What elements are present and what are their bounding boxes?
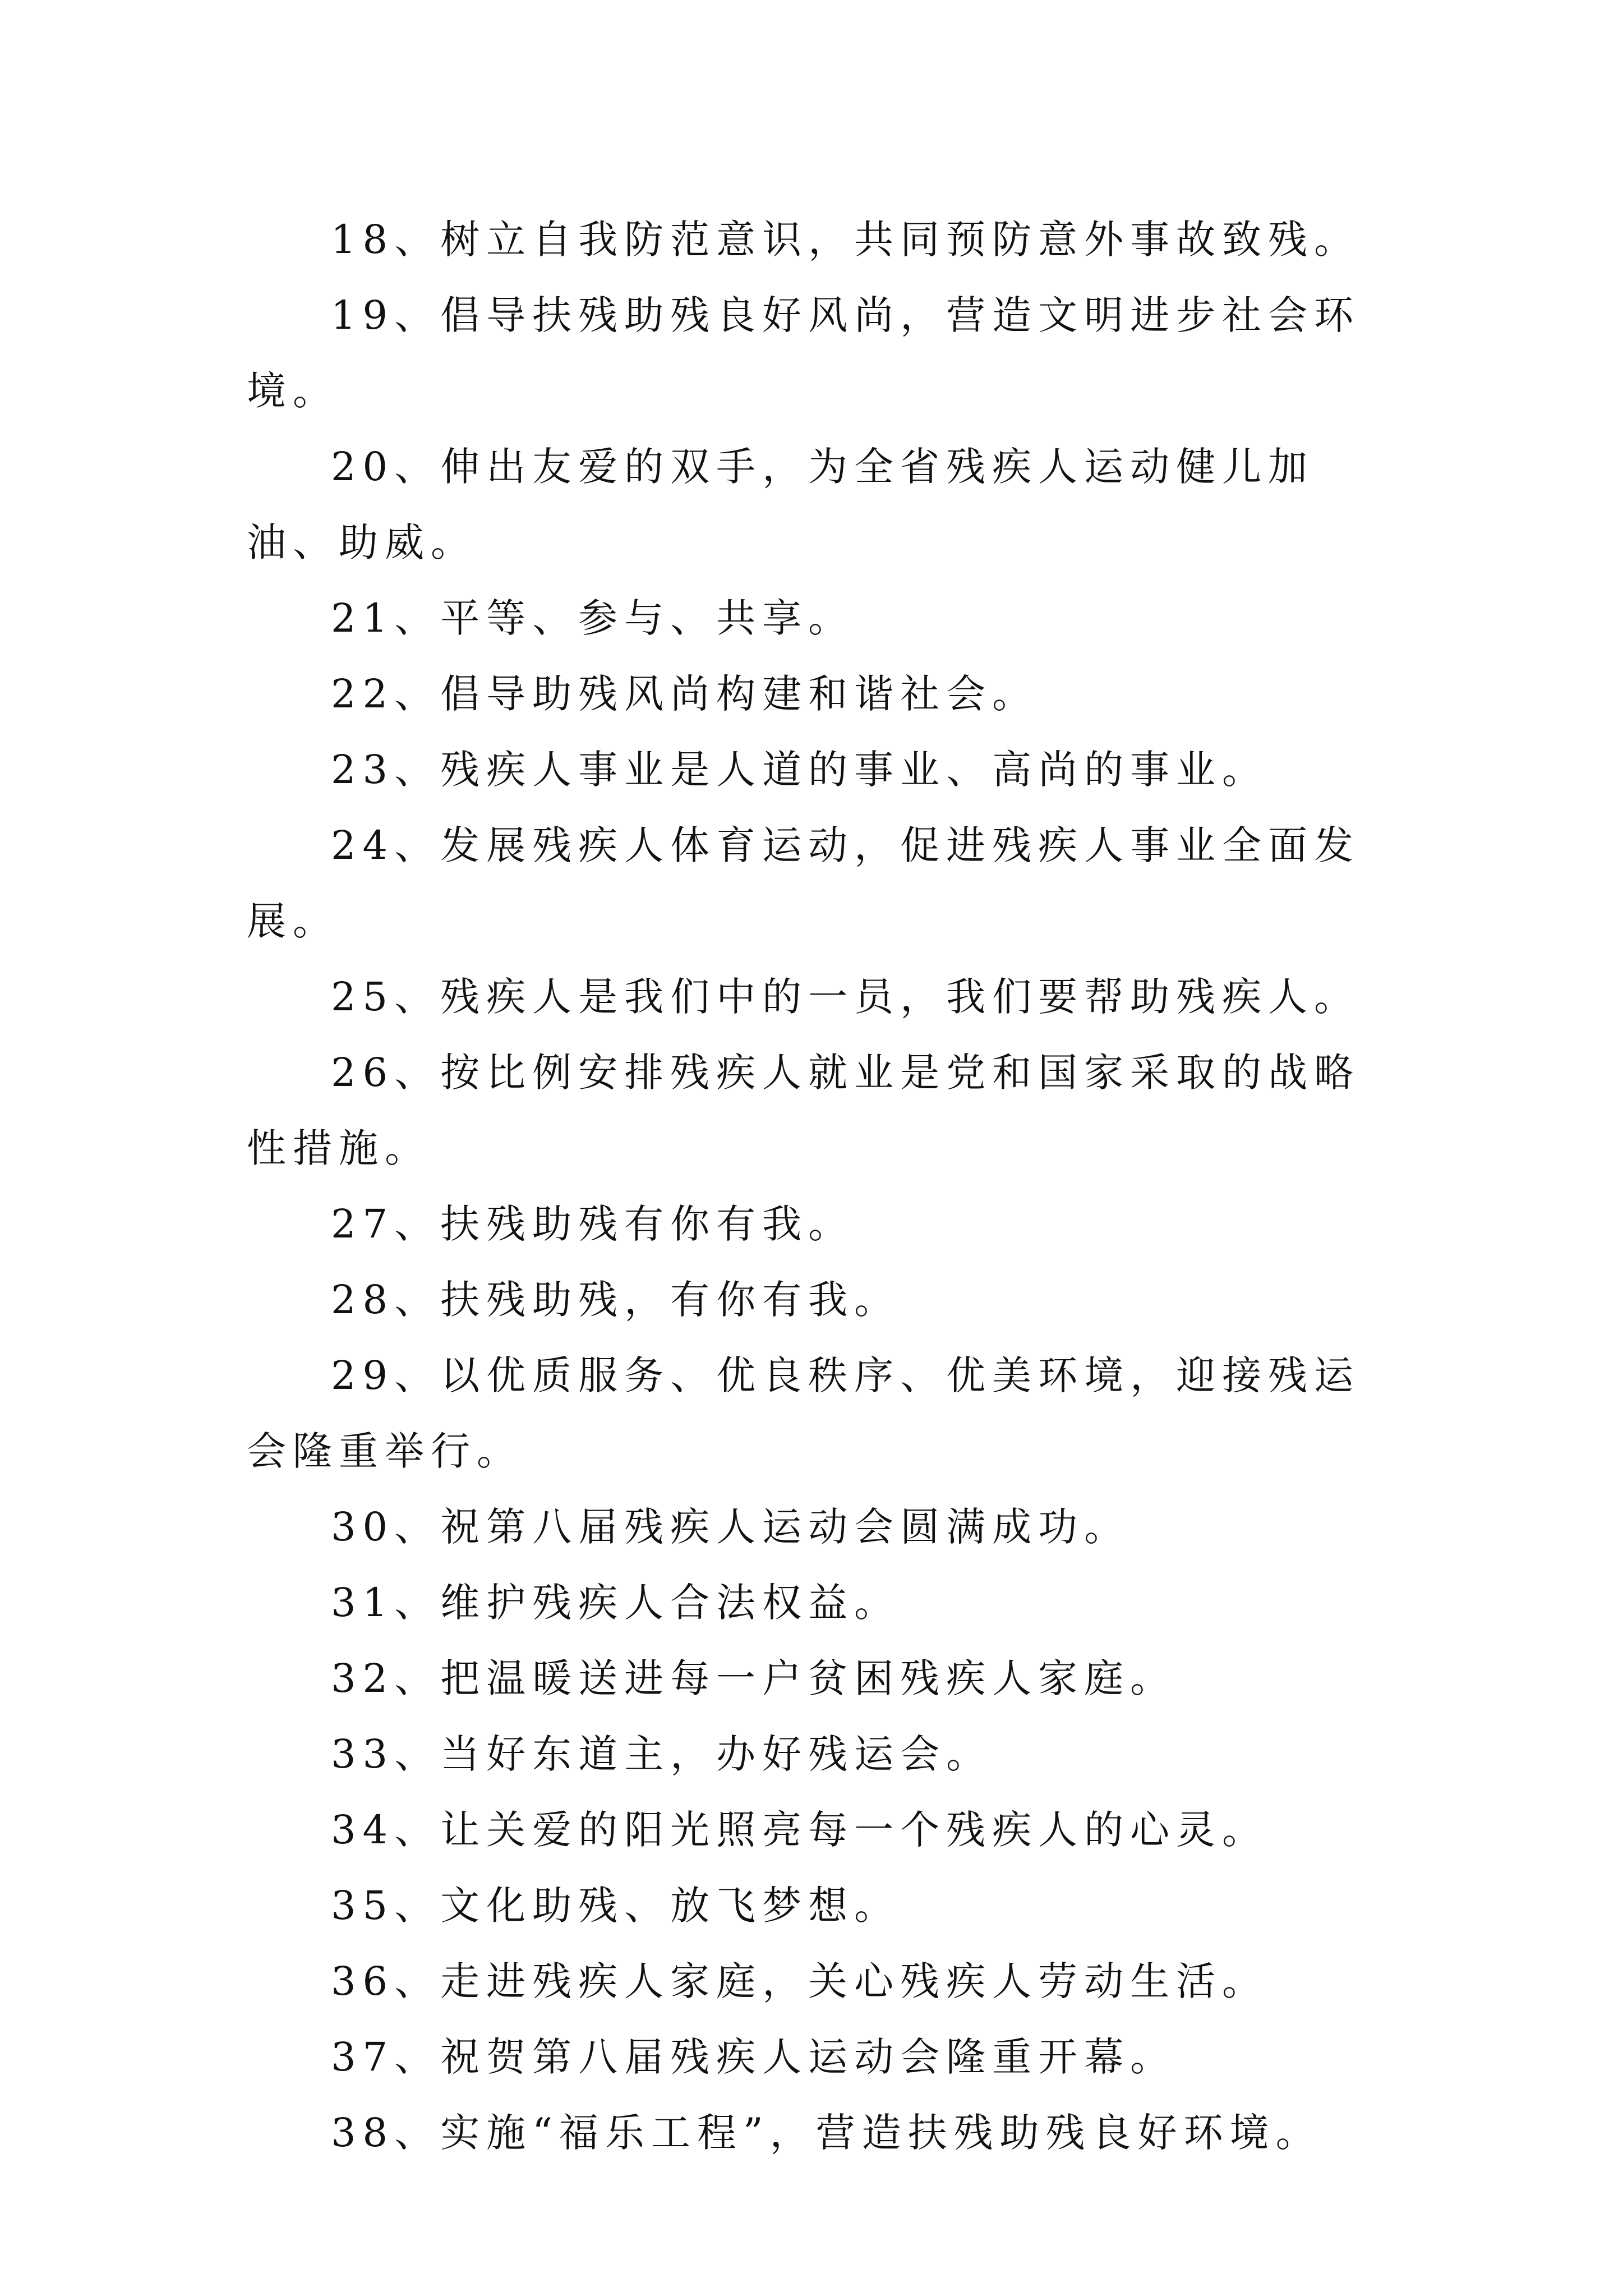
list-item: 19、倡导扶残助残良好风尚，营造文明进步社会环境。 xyxy=(247,292,1361,414)
list-item: 33、当好东道主，办好残运会。 xyxy=(331,1731,993,1777)
list-item: 37、祝贺第八届残疾人运动会隆重开幕。 xyxy=(331,2034,1177,2080)
list-item: 25、残疾人是我们中的一员，我们要帮助残疾人。 xyxy=(331,974,1361,1020)
list-item: 28、扶残助残，有你有我。 xyxy=(331,1277,901,1323)
list-item: 21、平等、参与、共享。 xyxy=(331,595,855,641)
list-item: 22、倡导助残风尚构建和谐社会。 xyxy=(331,671,1039,717)
list-item: 35、文化助残、放飞梦想。 xyxy=(331,1883,901,1929)
list-item: 27、扶残助残有你有我。 xyxy=(331,1201,855,1247)
list-item: 18、树立自我防范意识，共同预防意外事故致残。 xyxy=(331,217,1361,263)
list-item: 20、伸出友爱的双手，为全省残疾人运动健儿加油、助威。 xyxy=(247,444,1315,565)
list-item: 23、残疾人事业是人道的事业、高尚的事业。 xyxy=(331,747,1269,793)
list-item: 24、发展残疾人体育运动，促进残疾人事业全面发展。 xyxy=(247,822,1361,944)
list-item: 34、让关爱的阳光照亮每一个残疾人的心灵。 xyxy=(331,1807,1269,1853)
slogan-list xyxy=(247,202,1402,2171)
list-item: 26、按比例安排残疾人就业是党和国家采取的战略性措施。 xyxy=(247,1050,1361,1171)
list-item: 30、祝第八届残疾人运动会圆满成功。 xyxy=(331,1504,1131,1550)
list-item: 36、走进残疾人家庭，关心残疾人劳动生活。 xyxy=(331,1958,1269,2004)
list-item: 31、维护残疾人合法权益。 xyxy=(331,1580,901,1626)
list-item: 29、以优质服务、优良秩序、优美环境，迎接残运会隆重举行。 xyxy=(247,1352,1361,1474)
list-item: 38、实施“福乐工程”，营造扶残助残良好环境。 xyxy=(331,2110,1322,2156)
list-item: 32、把温暖送进每一户贫困残疾人家庭。 xyxy=(331,1655,1177,1701)
